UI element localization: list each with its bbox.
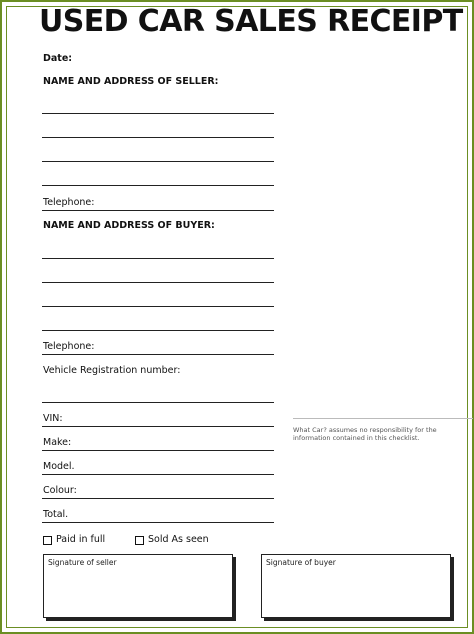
buyer-heading: NAME AND ADDRESS OF BUYER: xyxy=(43,220,215,231)
model-label: Model. xyxy=(43,461,75,472)
total-label: Total. xyxy=(43,509,69,520)
date-label: Date: xyxy=(43,53,73,64)
seller-line-4[interactable] xyxy=(42,185,274,186)
seller-telephone-line[interactable] xyxy=(42,210,274,211)
colour-line[interactable] xyxy=(42,498,274,499)
seller-line-2[interactable] xyxy=(42,137,274,138)
seller-heading: NAME AND ADDRESS OF SELLER: xyxy=(43,76,219,87)
make-label: Make: xyxy=(43,437,72,448)
colour-label: Colour: xyxy=(43,485,77,496)
sold-as-seen-checkbox[interactable] xyxy=(135,534,209,546)
seller-telephone-label: Telephone: xyxy=(43,197,95,208)
seller-line-1[interactable] xyxy=(42,113,274,114)
buyer-telephone-label: Telephone: xyxy=(43,341,95,352)
make-line[interactable] xyxy=(42,450,274,451)
total-line[interactable] xyxy=(42,522,274,523)
seller-line-3[interactable] xyxy=(42,161,274,162)
registration-label: Vehicle Registration number: xyxy=(43,365,181,376)
checkbox-icon xyxy=(43,536,52,545)
paid-in-full-label: Paid in full xyxy=(56,534,106,545)
buyer-line-3[interactable] xyxy=(42,306,274,307)
page-title: USED CAR SALES RECEIPT xyxy=(39,4,463,39)
buyer-line-4[interactable] xyxy=(42,330,274,331)
disclaimer-note: What Car? assumes no responsibility for the information contained in this checklist. xyxy=(293,426,437,442)
buyer-telephone-line[interactable] xyxy=(42,354,274,355)
paid-in-full-checkbox[interactable] xyxy=(43,534,105,546)
note-divider xyxy=(293,418,473,419)
registration-line[interactable] xyxy=(42,402,274,403)
seller-signature-box[interactable] xyxy=(43,554,233,618)
vin-line[interactable] xyxy=(42,426,274,427)
seller-signature-label: Signature of seller xyxy=(48,558,117,567)
buyer-line-1[interactable] xyxy=(42,258,274,259)
buyer-line-2[interactable] xyxy=(42,282,274,283)
model-line[interactable] xyxy=(42,474,274,475)
sold-as-seen-label: Sold As seen xyxy=(148,534,209,545)
checkbox-icon xyxy=(135,536,144,545)
vin-label: VIN: xyxy=(43,413,63,424)
buyer-signature-box[interactable] xyxy=(261,554,451,618)
buyer-signature-label: Signature of buyer xyxy=(266,558,336,567)
